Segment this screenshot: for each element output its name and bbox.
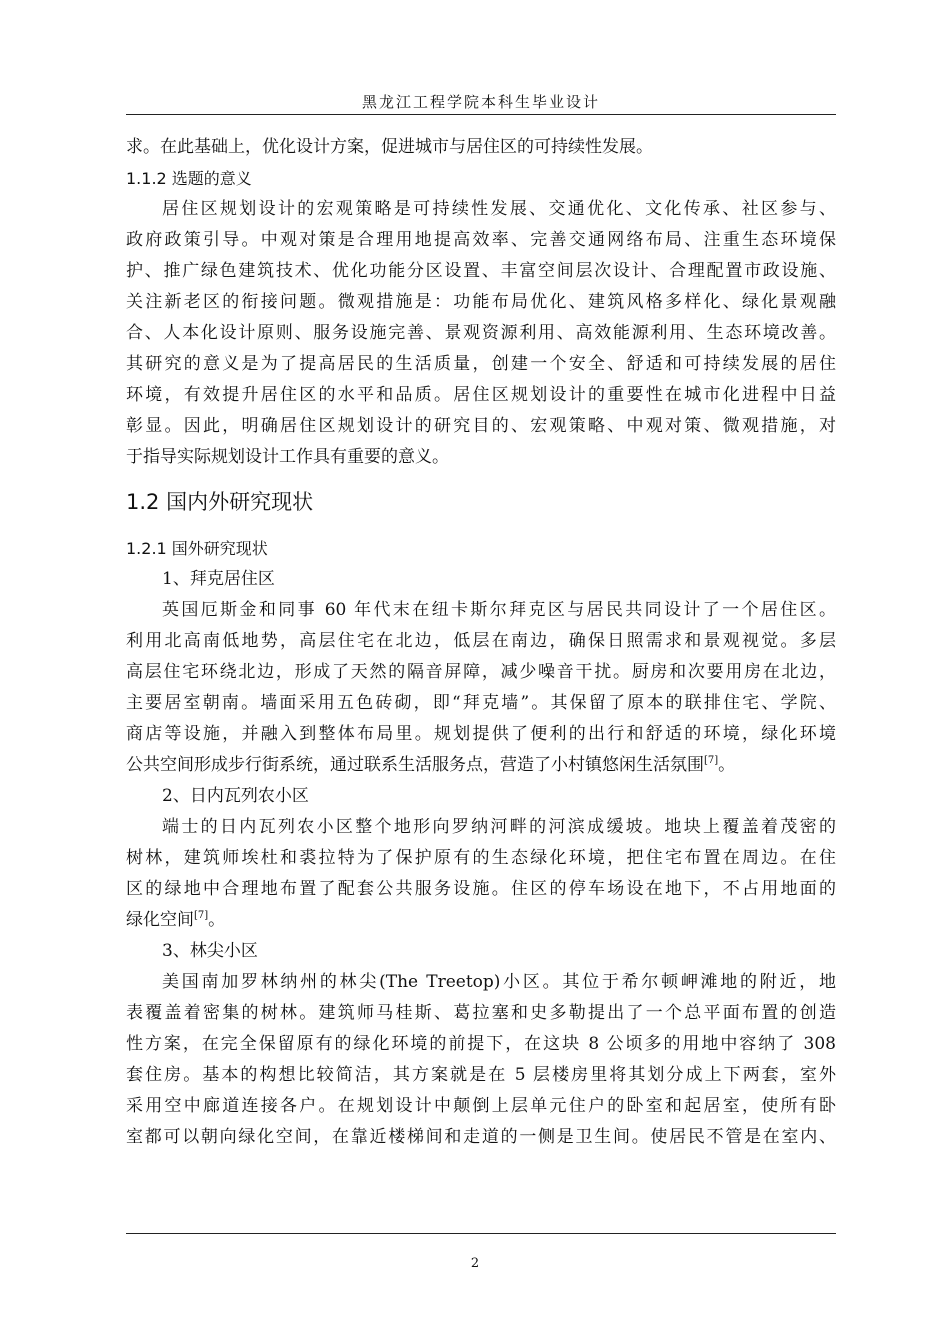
paragraph-line: 政府政策引导。中观对策是合理用地提高效率、完善交通网络布局、注重生态环境保 — [126, 230, 836, 250]
paragraph-line: 护、推广绿色建筑技术、优化功能分区设置、丰富空间层次设计、合理配置市政设施、 — [126, 261, 836, 281]
paragraph-line: 室都可以朝向绿化空间，在靠近楼梯间和走道的一侧是卫生间。使居民不管是在室内、 — [126, 1127, 836, 1147]
footer-rule — [126, 1233, 836, 1234]
header-rule — [126, 114, 836, 115]
subsection-heading-1-1-2: 1.1.2 选题的意义 — [126, 169, 252, 188]
paragraph-line: 英国厄斯金和同事 60 年代末在纽卡斯尔拜克区与居民共同设计了一个居住区。 — [162, 600, 836, 620]
paragraph-significance — [126, 194, 836, 473]
paragraph-line: 区的绿地中合理地布置了配套公共服务设施。住区的停车场设在地下，不占用地面的 — [126, 879, 836, 899]
citation-ref: [7] — [194, 910, 209, 921]
paragraph-line: 其研究的意义是为了提高居民的生活质量，创建一个安全、舒适和可持续发展的居住 — [126, 354, 836, 374]
paragraph-lignon — [126, 812, 836, 936]
paragraph-line: 环境，有效提升居住区的水平和品质。居住区规划设计的重要性在城市化进程中日益 — [126, 385, 836, 405]
paragraph-line: 美国南加罗林纳州的林尖(The Treetop)小区。其位于希尔顿岬滩地的附近，地 — [162, 972, 836, 992]
paragraph-line: 居住区规划设计的宏观策略是可持续性发展、交通优化、文化传承、社区参与、 — [162, 199, 836, 219]
case-title-byker: 1、拜克居住区 — [162, 569, 275, 589]
line-end: 。 — [208, 910, 226, 930]
paragraph-line: 主要居室朝南。墙面采用五色砖砌，即“拜克墙”。其保留了原本的联排住宅、学院、 — [126, 693, 836, 713]
page-number: 2 — [470, 1256, 480, 1271]
line-text: 绿化空间 — [126, 910, 194, 930]
paragraph-line: 树林，建筑师埃杜和裘拉特为了保护原有的生态绿化环境，把住宅布置在周边。在住 — [126, 848, 836, 868]
paragraph-line: 套住房。基本的构想比较简洁，其方案就是在 5 层楼房里将其划分成上下两套，室外 — [126, 1065, 836, 1085]
paragraph-line: 合、人本化设计原则、服务设施完善、景观资源利用、高效能源利用、生态环境改善。 — [126, 323, 836, 343]
page-header-title: 黑龙江工程学院本科生毕业设计 — [361, 93, 600, 111]
paragraph-line: 采用空中廊道连接各户。在规划设计中颠倒上层单元住户的卧室和起居室，使所有卧 — [126, 1096, 836, 1116]
line-text: 公共空间形成步行街系统，通过联系生活服务点，营造了小村镇悠闲生活氛围 — [126, 755, 704, 775]
citation-ref: [7] — [704, 755, 719, 766]
line-end: 。 — [718, 755, 736, 775]
subsection-heading-1-2-1: 1.2.1 国外研究现状 — [126, 539, 268, 558]
paragraph-line: 利用北高南低地势，高层住宅在北边，低层在南边，确保日照需求和景观视觉。多层 — [126, 631, 836, 651]
paragraph-line: 彰显。因此，明确居住区规划设计的研究目的、宏观策略、中观对策、微观措施，对 — [126, 416, 836, 436]
paragraph-line: 商店等设施，并融入到整体布局里。规划提供了便利的出行和舒适的环境，绿化环境 — [126, 724, 836, 744]
paragraph-line: 关注新老区的衔接问题。微观措施是：功能布局优化、建筑风格多样化、绿化景观融 — [126, 292, 836, 312]
paragraph-line: 表覆盖着密集的树林。建筑师马桂斯、葛拉塞和史多勒提出了一个总平面布置的创造 — [126, 1003, 836, 1023]
section-title-1-2: 1.2 国内外研究现状 — [126, 490, 314, 514]
paragraph-line — [126, 750, 836, 781]
paragraph-line: 于指导实际规划设计工作具有重要的意义。 — [126, 447, 449, 467]
case-title-treetop: 3、林尖小区 — [162, 941, 258, 961]
paragraph-line: 高层住宅环绕北边，形成了天然的隔音屏障，减少噪音干扰。厨房和次要用房在北边， — [126, 662, 836, 682]
paragraph-line — [126, 905, 836, 936]
paragraph-line: 性方案，在完全保留原有的绿化环境的前提下，在这块 8 公顷多的用地中容纳了 308 — [126, 1034, 836, 1054]
paragraph-treetop — [126, 967, 836, 1153]
document-body — [126, 132, 836, 1153]
paragraph-byker — [126, 595, 836, 781]
case-title-lignon: 2、日内瓦列农小区 — [162, 786, 309, 806]
paragraph-line: 求。在此基础上，优化设计方案，促进城市与居住区的可持续性发展。 — [126, 137, 653, 157]
paragraph-line: 端士的日内瓦列农小区整个地形向罗纳河畔的河滨成缓坡。地块上覆盖着茂密的 — [162, 817, 836, 837]
